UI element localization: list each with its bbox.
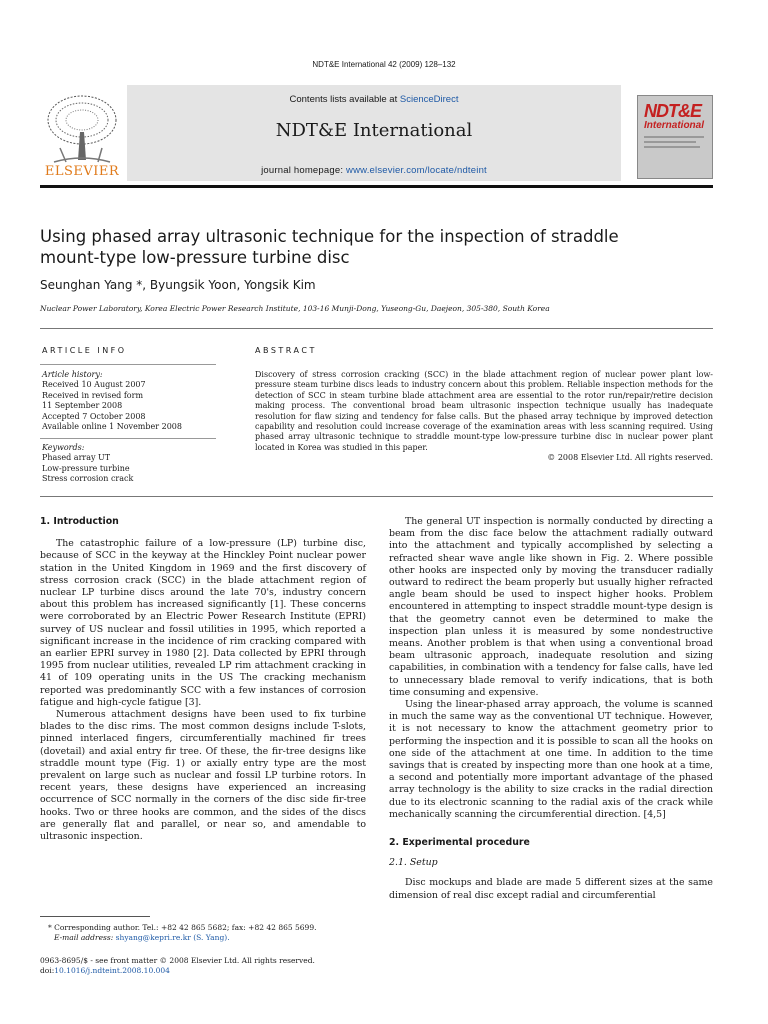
experimental-heading: 2. Experimental procedure [389, 837, 530, 849]
left-column [40, 516, 366, 843]
footnote-issn [40, 956, 370, 976]
email-line [48, 933, 368, 943]
abstract-heading: ABSTRACT [255, 346, 317, 355]
email-label: E-mail address: [54, 933, 114, 942]
right-column [389, 516, 713, 902]
keyword-item: Low-pressure turbine [42, 463, 130, 473]
history-label: Article history: [42, 370, 103, 379]
history-item: Accepted 7 October 2008 [42, 411, 146, 421]
homepage-link[interactable]: www.elsevier.com/locate/ndteint [346, 165, 487, 176]
homepage-prefix: journal homepage: [261, 165, 344, 176]
publisher-name: ELSEVIER [44, 164, 120, 179]
cover-title: NDT&E [644, 101, 701, 121]
history-item: Received in revised form [42, 390, 144, 400]
copyright: © 2008 Elsevier Ltd. All rights reserved. [547, 453, 713, 463]
footnote-corresponding [48, 923, 368, 943]
contents-prefix: Contents lists available at [289, 94, 398, 105]
history-item: Received 10 August 2007 [42, 380, 146, 390]
intro-heading: 1. Introduction [40, 516, 119, 527]
abstract [255, 370, 713, 464]
sciencedirect-link[interactable]: ScienceDirect [399, 94, 459, 105]
journal-homepage [127, 165, 621, 176]
running-head: NDT&E International 42 (2009) 128–132 [312, 60, 456, 69]
footnote-rule [40, 916, 150, 917]
body-paragraph-1: The general UT inspection is normally conducted by directing a beam from the disc face below the attachment radially outward into the attachment and typically accomplished by selecting a refracted shear wave angle like shown in Fig. 2. Where possible other hooks are inspected only by moving the transducer radially outward to redirect the beam properly but usually higher refracted angle beam should be used to inspect higher hooks. Problem encountered in attempting to inspect straddle mount-type design is that the geometry cannot even be determined to make the inspection plan unless it is measured by some nondestructive means. Another problem is that when using a conventional broad beam ultrasonic approach, inadequate resolution and sizing capabilities, in combination with a tendency for false calls, have led to unnecessary blade removal to verify indications, that is both time consuming and expensive. [389, 516, 713, 698]
history-item: 11 September 2008 [42, 401, 123, 411]
keywords-label: Keywords: [42, 443, 85, 452]
article-info-heading: ARTICLE INFO [42, 346, 127, 355]
keywords [42, 443, 133, 485]
contents-line [127, 94, 621, 105]
cover-subtitle: International [644, 120, 705, 131]
doi-line [40, 966, 370, 976]
corresponding-author: * Corresponding author. Tel.: +82 42 865 5682; fax: +82 42 865 5699. [48, 923, 317, 932]
doi-link[interactable]: 10.1016/j.ndteint.2008.10.004 [54, 966, 170, 975]
abstract-rule [40, 496, 713, 497]
journal-title: NDT&E International [275, 120, 473, 141]
info-rule-top [40, 364, 216, 365]
article-history [42, 370, 182, 432]
title-line-2: mount-type low-pressure turbine disc [40, 248, 350, 267]
history-item: Available online 1 November 2008 [42, 422, 182, 432]
article-title [40, 226, 700, 268]
email-link[interactable]: shyang@kepri.re.kr (S. Yang). [115, 933, 230, 942]
setup-heading: 2.1. Setup [389, 857, 438, 869]
section-rule [40, 328, 713, 329]
abstract-text: Discovery of stress corrosion cracking (SCC) in the blade attachment region of nuclear power plant low-pressure steam turbine discs leads to industry concern about this problem. Reliable inspection methods for the detection of SCC in steam turbine blade attachment area are essential to the rotor run/repair/retire decision making process. The conventional broad beam ultrasonic inspection technique usually has inadequate resolution for flaw sizing and tendency for false calls. But the phased array technique by improved detection capability and resolution could increase coverage of the examination areas with less scanning required. Using phased array ultrasonic technique to straddle mount-type low-pressure turbine disc in nuclear power plant located in Korea was studied in this paper. [255, 370, 713, 452]
keyword-item: Stress corrosion crack [42, 474, 134, 484]
authors: Seunghan Yang *, Byungsik Yoon, Yongsik Kim [40, 278, 316, 292]
intro-paragraph-2: Numerous attachment designs have been used to fix turbine blades to the disc rims. The most common designs include T-slots, pinned interlaced fingers, circumferentially machined fir trees (dovetail) and axial entry fir tree. Of these, the fir-tree designs like straddle mount type (Fig. 1) or axially entry type are the most prevalent on large such as nuclear and fossil LP turbine rotors. In recent years, these designs have experienced an increasing occurrence of SCC normally in the corners of the disc side fir-tree hooks. Two or three hooks are common, and the sides of the discs are generally flat and parallel, or near so, and amendable to ultrasonic inspection. [40, 709, 366, 843]
affiliation: Nuclear Power Laboratory, Korea Electric Power Research Institute, 103-16 Munji-Dong, Yuseong-Gu, Daejeon, 305-380, South Korea [40, 304, 550, 313]
elsevier-logo [40, 92, 124, 184]
journal-cover [637, 95, 713, 179]
doi-label: doi: [40, 966, 55, 975]
info-rule-mid [40, 438, 216, 439]
title-line-1: Using phased array ultrasonic technique for the inspection of straddle [40, 227, 619, 246]
body-paragraph-2: Using the linear-phased array approach, the volume is scanned in much the same way as the conventional UT technique. However, it is not necessary to know the attachment geometry prior to performing the inspection and it is possible to scan all the hooks on one side of the attachment at one time. In addition to the time savings that is created by inspecting more than one hook at a time, a second and potentially more important advantage of the phased array technology is the ability to size cracks in the radial direction due to its electronic scanning to the radial axis of the crack while mechanically scanning the circumferential direction. [4,5] [389, 699, 713, 820]
issn-line: 0963-8695/$ - see front matter © 2008 Elsevier Ltd. All rights reserved. [40, 956, 315, 965]
intro-paragraph-1: The catastrophic failure of a low-pressure (LP) turbine disc, because of SCC in the keyway at the Hinckley Point nuclear power station in the United Kingdom in 1969 and the first discovery of stress corrosion crack (SCC) in the blade attachment region of nuclear LP turbine discs around the late 70's, industry concern about this problem has increased significantly [1]. These concerns were corroborated by an Electric Power Research Institute (EPRI) survey of US nuclear and fossil utilities in 1995, which reported a significant increase in the incidence of rim cracking compared with an earlier EPRI survey in 1980 [2]. Data collected by EPRI through 1995 from nuclear utilities, revealed LP rim attachment cracking in 41 of 109 operating units in the US The cracking mechanism reported was predominantly SCC with a few instances of corrosion fatigue and high-cycle fatigue [3]. [40, 538, 366, 708]
header-rule [40, 185, 713, 188]
keyword-item: Phased array UT [42, 453, 111, 463]
setup-paragraph: Disc mockups and blade are made 5 different sizes at the same dimension of real disc except radial and circumferential [389, 877, 713, 901]
